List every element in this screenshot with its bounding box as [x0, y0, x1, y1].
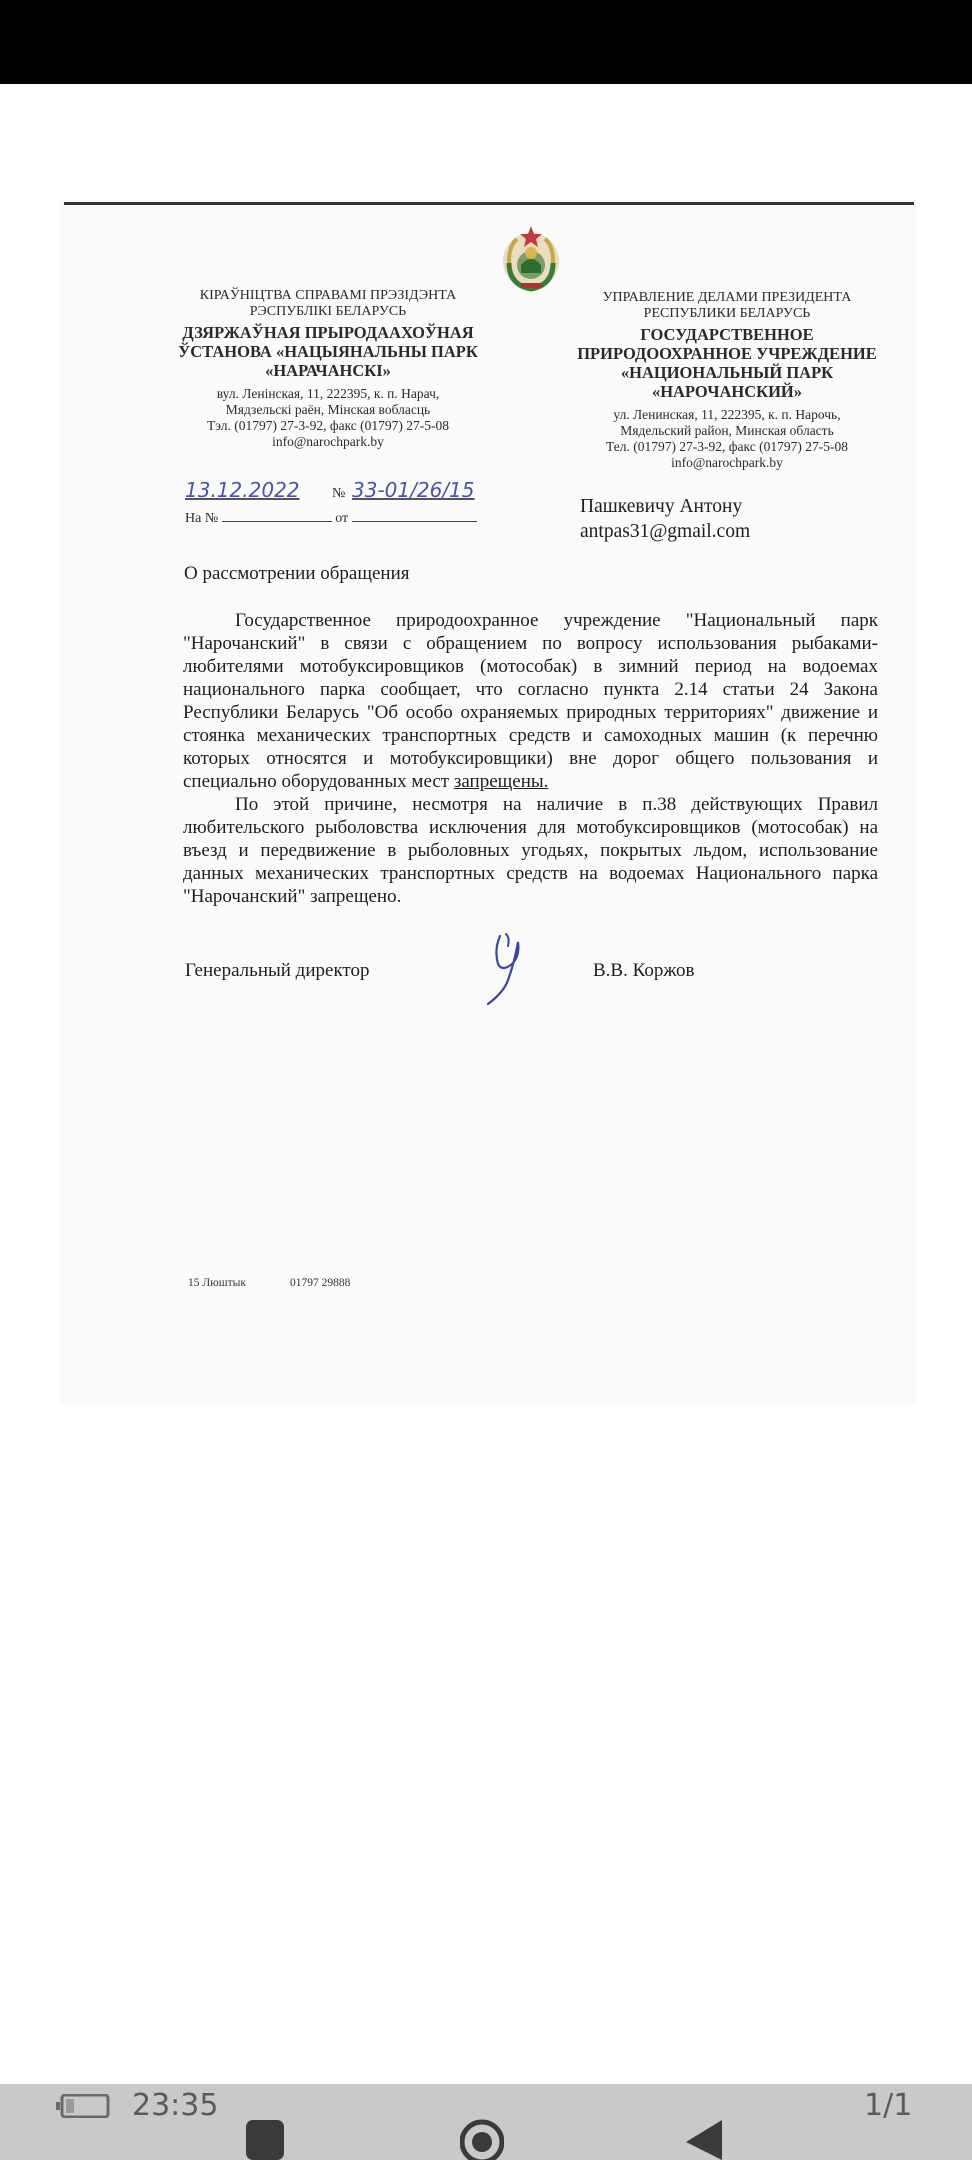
letterhead-belarusian — [178, 288, 478, 450]
phone-fax: Тэл. (01797) 27-3-92, факс (01797) 27-5-08 — [206, 418, 450, 433]
address-line: Мядзельскі раён, Мінская вобласць — [225, 402, 431, 417]
recipient-name: Пашкевичу Антону — [580, 496, 743, 517]
blank-line — [222, 510, 332, 522]
email: info@narochpark.by — [272, 434, 384, 449]
page-indicator: 1/1 — [864, 2088, 913, 2123]
clock: 23:35 — [132, 2088, 219, 2123]
paragraph — [183, 609, 878, 793]
signatory-title: Генеральный директор — [185, 960, 370, 981]
state-emblem-icon — [495, 223, 567, 295]
phone-fax: Тел. (01797) 27-3-92, факс (01797) 27-5-08 — [605, 439, 848, 454]
address-line: Мядельский район, Минская область — [620, 423, 834, 438]
incoming-reference — [185, 510, 477, 527]
organization-name: ГОСУДАРСТВЕННОЕ ПРИРОДООХРАННОЕ УЧРЕЖДЕНИЕ «НАЦИОНАЛЬНЫЙ ПАРК «НАРОЧАНСКИЙ» — [577, 325, 877, 401]
letterhead-russian — [566, 290, 888, 471]
email: info@narochpark.by — [671, 455, 783, 470]
letter-subject: О рассмотрении обращения — [184, 563, 410, 584]
emphasis-text: запрещены. — [453, 771, 549, 792]
letter-body — [183, 609, 878, 908]
executor-phone: 01797 29888 — [290, 1277, 351, 1289]
address-line: ул. Ленинская, 11, 222395, к. п. Нарочь, — [613, 407, 841, 422]
incoming-date-label: от — [335, 511, 349, 526]
paragraph-text: Государственное природоохранное учреждение "Национальный парк "Нарочанский" в связи с обращением по вопросу использования рыбаками-любителями мотобуксировщиков (мотособак) в зимний период на водоемах национального парка сообщает, что согласно пункта 2.14 статьи 24 Закона Республики Беларусь "Об особо охраняемых природных территориях" движение и стоянка механических транспортных средств и самоходных машин (к перечню которых относятся и мотобуксировщики) вне дорог общего пользования и специально оборудованных мест — [183, 610, 878, 792]
outgoing-number-label: № — [332, 486, 346, 501]
status-bar — [0, 0, 972, 84]
organization-name: ДЗЯРЖАЎНАЯ ПРЫРОДААХОЎНАЯ ЎСТАНОВА «НАЦЫЯНАЛЬНЫ ПАРК «НАРАЧАНСКІ» — [178, 323, 478, 380]
paragraph: По этой причине, несмотря на наличие в п.38 действующих Правил любительского рыболовства исключения для мотобуксировщиков (мотособак) на въезд и передвижение в рыболовных угодьях, покрытых льдом, использование данных механических транспортных средств на водоемах Национального парка "Нарочанский" запрещено. — [183, 794, 878, 907]
battery-icon — [56, 2094, 110, 2118]
back-button[interactable] — [682, 2118, 726, 2160]
handwritten-signature — [478, 928, 538, 1008]
outgoing-number: 33-01/26/15 — [352, 478, 475, 502]
address-line: вул. Ленінская, 11, 222395, к. п. Нарач, — [216, 386, 440, 401]
outgoing-date: 13.12.2022 — [185, 478, 300, 502]
ministry-name: УПРАВЛЕНИЕ ДЕЛАМИ ПРЕЗИДЕНТА РЕСПУБЛИКИ БЕЛАРУСЬ — [602, 290, 852, 321]
executor-note: 15 Люштык — [188, 1277, 246, 1289]
recipient-block — [580, 494, 750, 544]
incoming-number-label: На № — [185, 511, 219, 526]
recent-apps-button[interactable] — [244, 2118, 288, 2160]
home-button[interactable] — [460, 2118, 504, 2160]
signatory-name: В.В. Коржов — [593, 960, 695, 981]
ministry-name: КІРАЎНІЦТВА СПРАВАМІ ПРЭЗІДЭНТА РЭСПУБЛІКІ БЕЛАРУСЬ — [199, 288, 457, 319]
top-rule — [64, 202, 914, 205]
recipient-email: antpas31@gmail.com — [580, 521, 751, 542]
blank-line — [352, 510, 477, 522]
